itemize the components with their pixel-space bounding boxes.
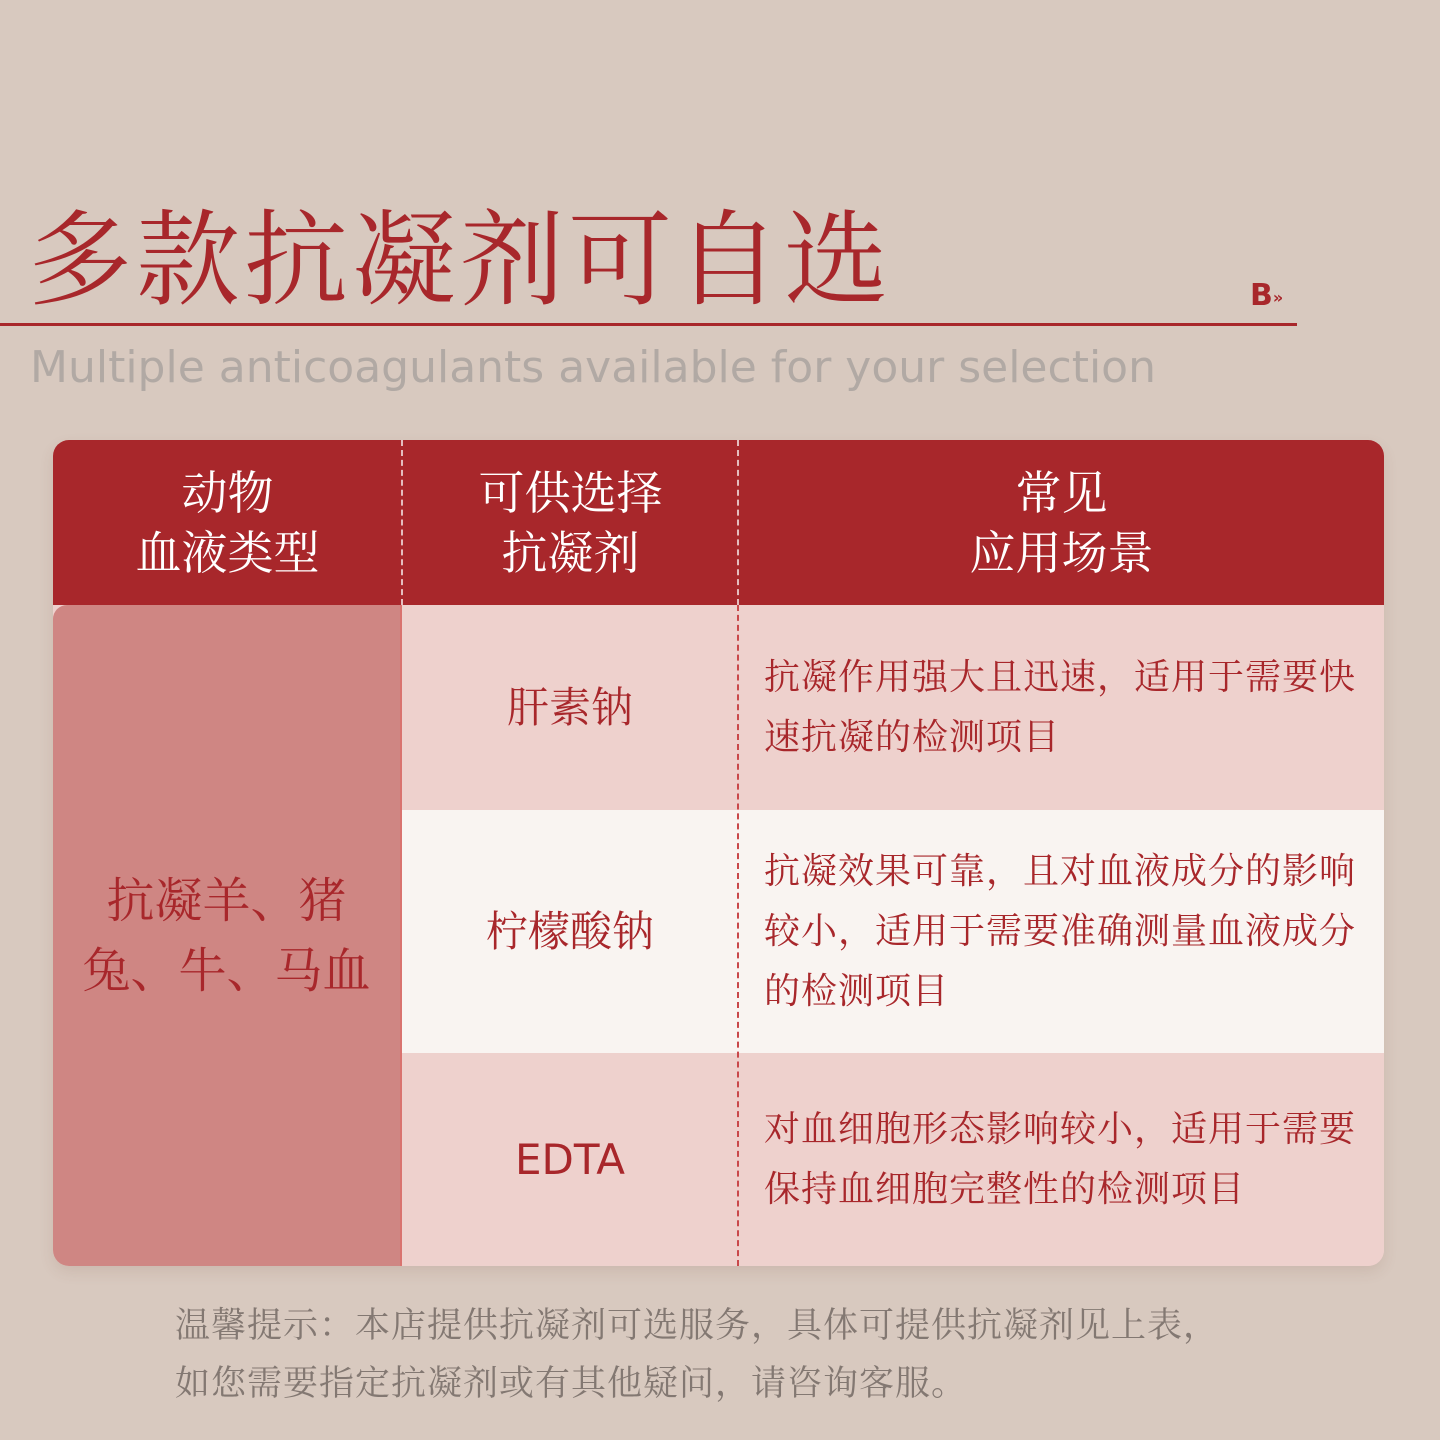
header-divider: [737, 440, 739, 605]
anticoagulant-cell: 肝素钠: [506, 682, 633, 732]
column-header-anticoagulant: 可供选择 抗凝剂: [478, 465, 663, 580]
anticoagulant-cell: 柠檬酸钠: [485, 906, 654, 956]
animal-blood-type-cell: [53, 605, 400, 1266]
scenario-cell: [738, 810, 1384, 1053]
page-title: 多款抗凝剂可自选: [28, 199, 893, 321]
anticoagulant-cell: EDTA: [514, 1134, 625, 1184]
column-header-application: 常见 应用场景: [969, 465, 1154, 580]
table-row: [402, 1053, 1384, 1266]
table-header: [53, 440, 1384, 605]
page-subtitle: Multiple anticoagulants available for your selection: [30, 342, 1156, 393]
title-divider: [0, 323, 1297, 326]
tip-note-line: 温馨提示：本店提供抗凝剂可选服务，具体可提供抗凝剂见上表，: [175, 1306, 1220, 1346]
animal-blood-type-text: 抗凝羊、猪 兔、牛、马血: [82, 872, 371, 999]
anticoagulant-table: [53, 440, 1384, 1266]
brand-logo: [1250, 278, 1283, 316]
column-divider: [737, 605, 739, 1266]
scenario-cell: [738, 605, 1384, 810]
brand-logo-tail: »: [1272, 288, 1284, 307]
scenario-cell: [738, 1053, 1384, 1266]
column-header-animal-blood-type: 动物 血液类型: [135, 465, 320, 580]
header-divider: [401, 440, 403, 605]
tip-note-line: 如您需要指定抗凝剂或有其他疑问，请咨询客服。: [175, 1364, 968, 1404]
table-body: [53, 605, 1384, 1266]
table-row: [402, 605, 1384, 810]
tip-note: [175, 1297, 1325, 1413]
table-row: [402, 810, 1384, 1053]
scenario-text: 对血细胞形态影响较小，适用于需要保持血细胞完整性的检测项目: [764, 1108, 1357, 1210]
scenario-text: 抗凝效果可靠，且对血液成分的影响较小，适用于需要准确测量血液成分的检测项目: [764, 850, 1357, 1012]
scenario-text: 抗凝作用强大且迅速，适用于需要快速抗凝的检测项目: [764, 656, 1357, 758]
brand-logo-letter: B: [1250, 278, 1273, 313]
